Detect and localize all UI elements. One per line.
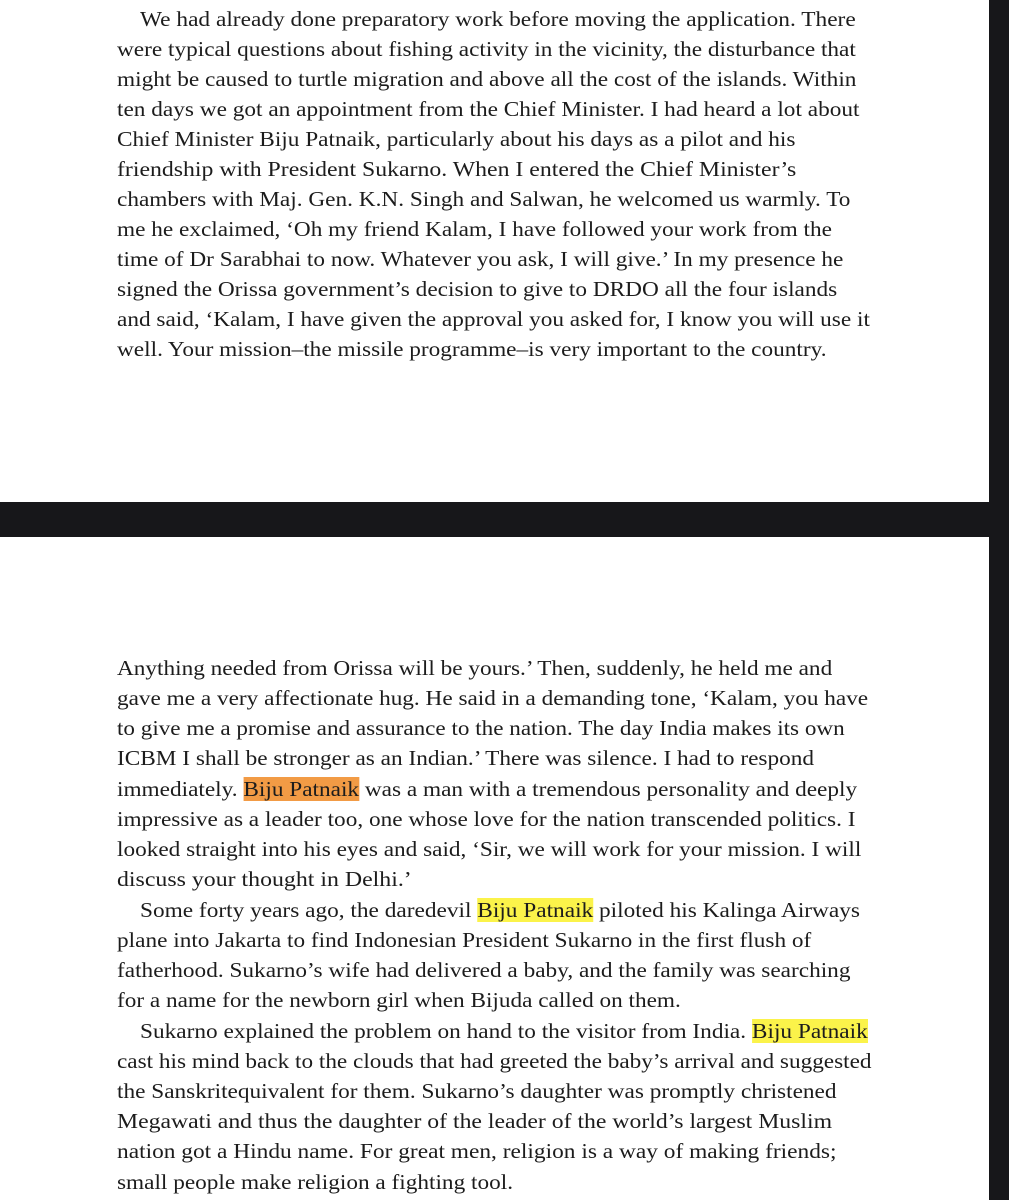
text-segment: immediately. [117,777,244,801]
text-line: me he exclaimed, ‘Oh my friend Kalam, I have followed your work from the [117,217,832,241]
text-line: chambers with Maj. Gen. K.N. Singh and Salwan, he welcomed us warmly. To [117,187,851,211]
text-line: Anything needed from Orissa will be yours.’ Then, suddenly, he held me and [117,656,833,680]
highlighted-name[interactable]: Biju Patnaik [751,1019,868,1043]
text-line: plane into Jakarta to find Indonesian President Sukarno in the first flush of [117,928,812,952]
right-edge-bar [989,0,1009,1200]
text-line: ICBM I shall be stronger as an Indian.’ There was silence. I had to respond [117,746,815,770]
text-line: impressive as a leader too, one whose love for the nation transcended politics. I [117,807,856,831]
text-line: cast his mind back to the clouds that had greeted the baby’s arrival and suggested [117,1049,872,1073]
text-line: and said, ‘Kalam, I have given the approval you asked for, I know you will use it [117,307,870,331]
top-page [0,0,989,502]
text-line: Chief Minister Biju Patnaik, particularly about his days as a pilot and his [117,127,796,151]
text-segment: Some forty years ago, the daredevil [140,898,478,922]
page-separator [0,502,1009,537]
bottom-page [0,537,989,1200]
highlighted-name[interactable]: Biju Patnaik [243,777,360,801]
text-line: well. Your mission–the missile programme–is very important to the country. [117,337,827,361]
text-line [140,1016,868,1046]
text-line: Megawati and thus the daughter of the leader of the world’s largest Muslim [117,1109,833,1133]
text-line: friendship with President Sukarno. When I entered the Chief Minister’s [117,157,797,181]
highlighted-name[interactable]: Biju Patnaik [477,898,594,922]
text-segment: Sukarno explained the problem on hand to the visitor from India. [140,1019,752,1043]
text-line: looked straight into his eyes and said, ‘Sir, we will work for your mission. I will [117,837,862,861]
text-line: small people make religion a fighting tool. [117,1170,514,1194]
text-line: to give me a promise and assurance to the nation. The day India makes its own [117,716,845,740]
text-line: signed the Orissa government’s decision to give to DRDO all the four islands [117,277,838,301]
text-segment: piloted his Kalinga Airways [593,898,860,922]
text-line: for a name for the newborn girl when Bijuda called on them. [117,988,681,1012]
text-line: were typical questions about fishing activity in the vicinity, the disturbance that [117,37,856,61]
text-line: nation got a Hindu name. For great men, religion is a way of making friends; [117,1139,837,1163]
text-line [140,895,860,925]
text-line: might be caused to turtle migration and above all the cost of the islands. Within [117,67,857,91]
text-segment: was a man with a tremendous personality and deeply [359,777,858,801]
text-line: gave me a very affectionate hug. He said in a demanding tone, ‘Kalam, you have [117,686,869,710]
text-line: discuss your thought in Delhi.’ [117,867,412,891]
text-line: We had already done preparatory work before moving the application. There [140,7,856,31]
text-line: fatherhood. Sukarno’s wife had delivered a baby, and the family was searching [117,958,851,982]
text-line: time of Dr Sarabhai to now. Whatever you ask, I will give.’ In my presence he [117,247,844,271]
text-line [117,774,857,804]
text-line: ten days we got an appointment from the Chief Minister. I had heard a lot about [117,97,860,121]
text-line: the Sanskritequivalent for them. Sukarno’s daughter was promptly christened [117,1079,837,1103]
